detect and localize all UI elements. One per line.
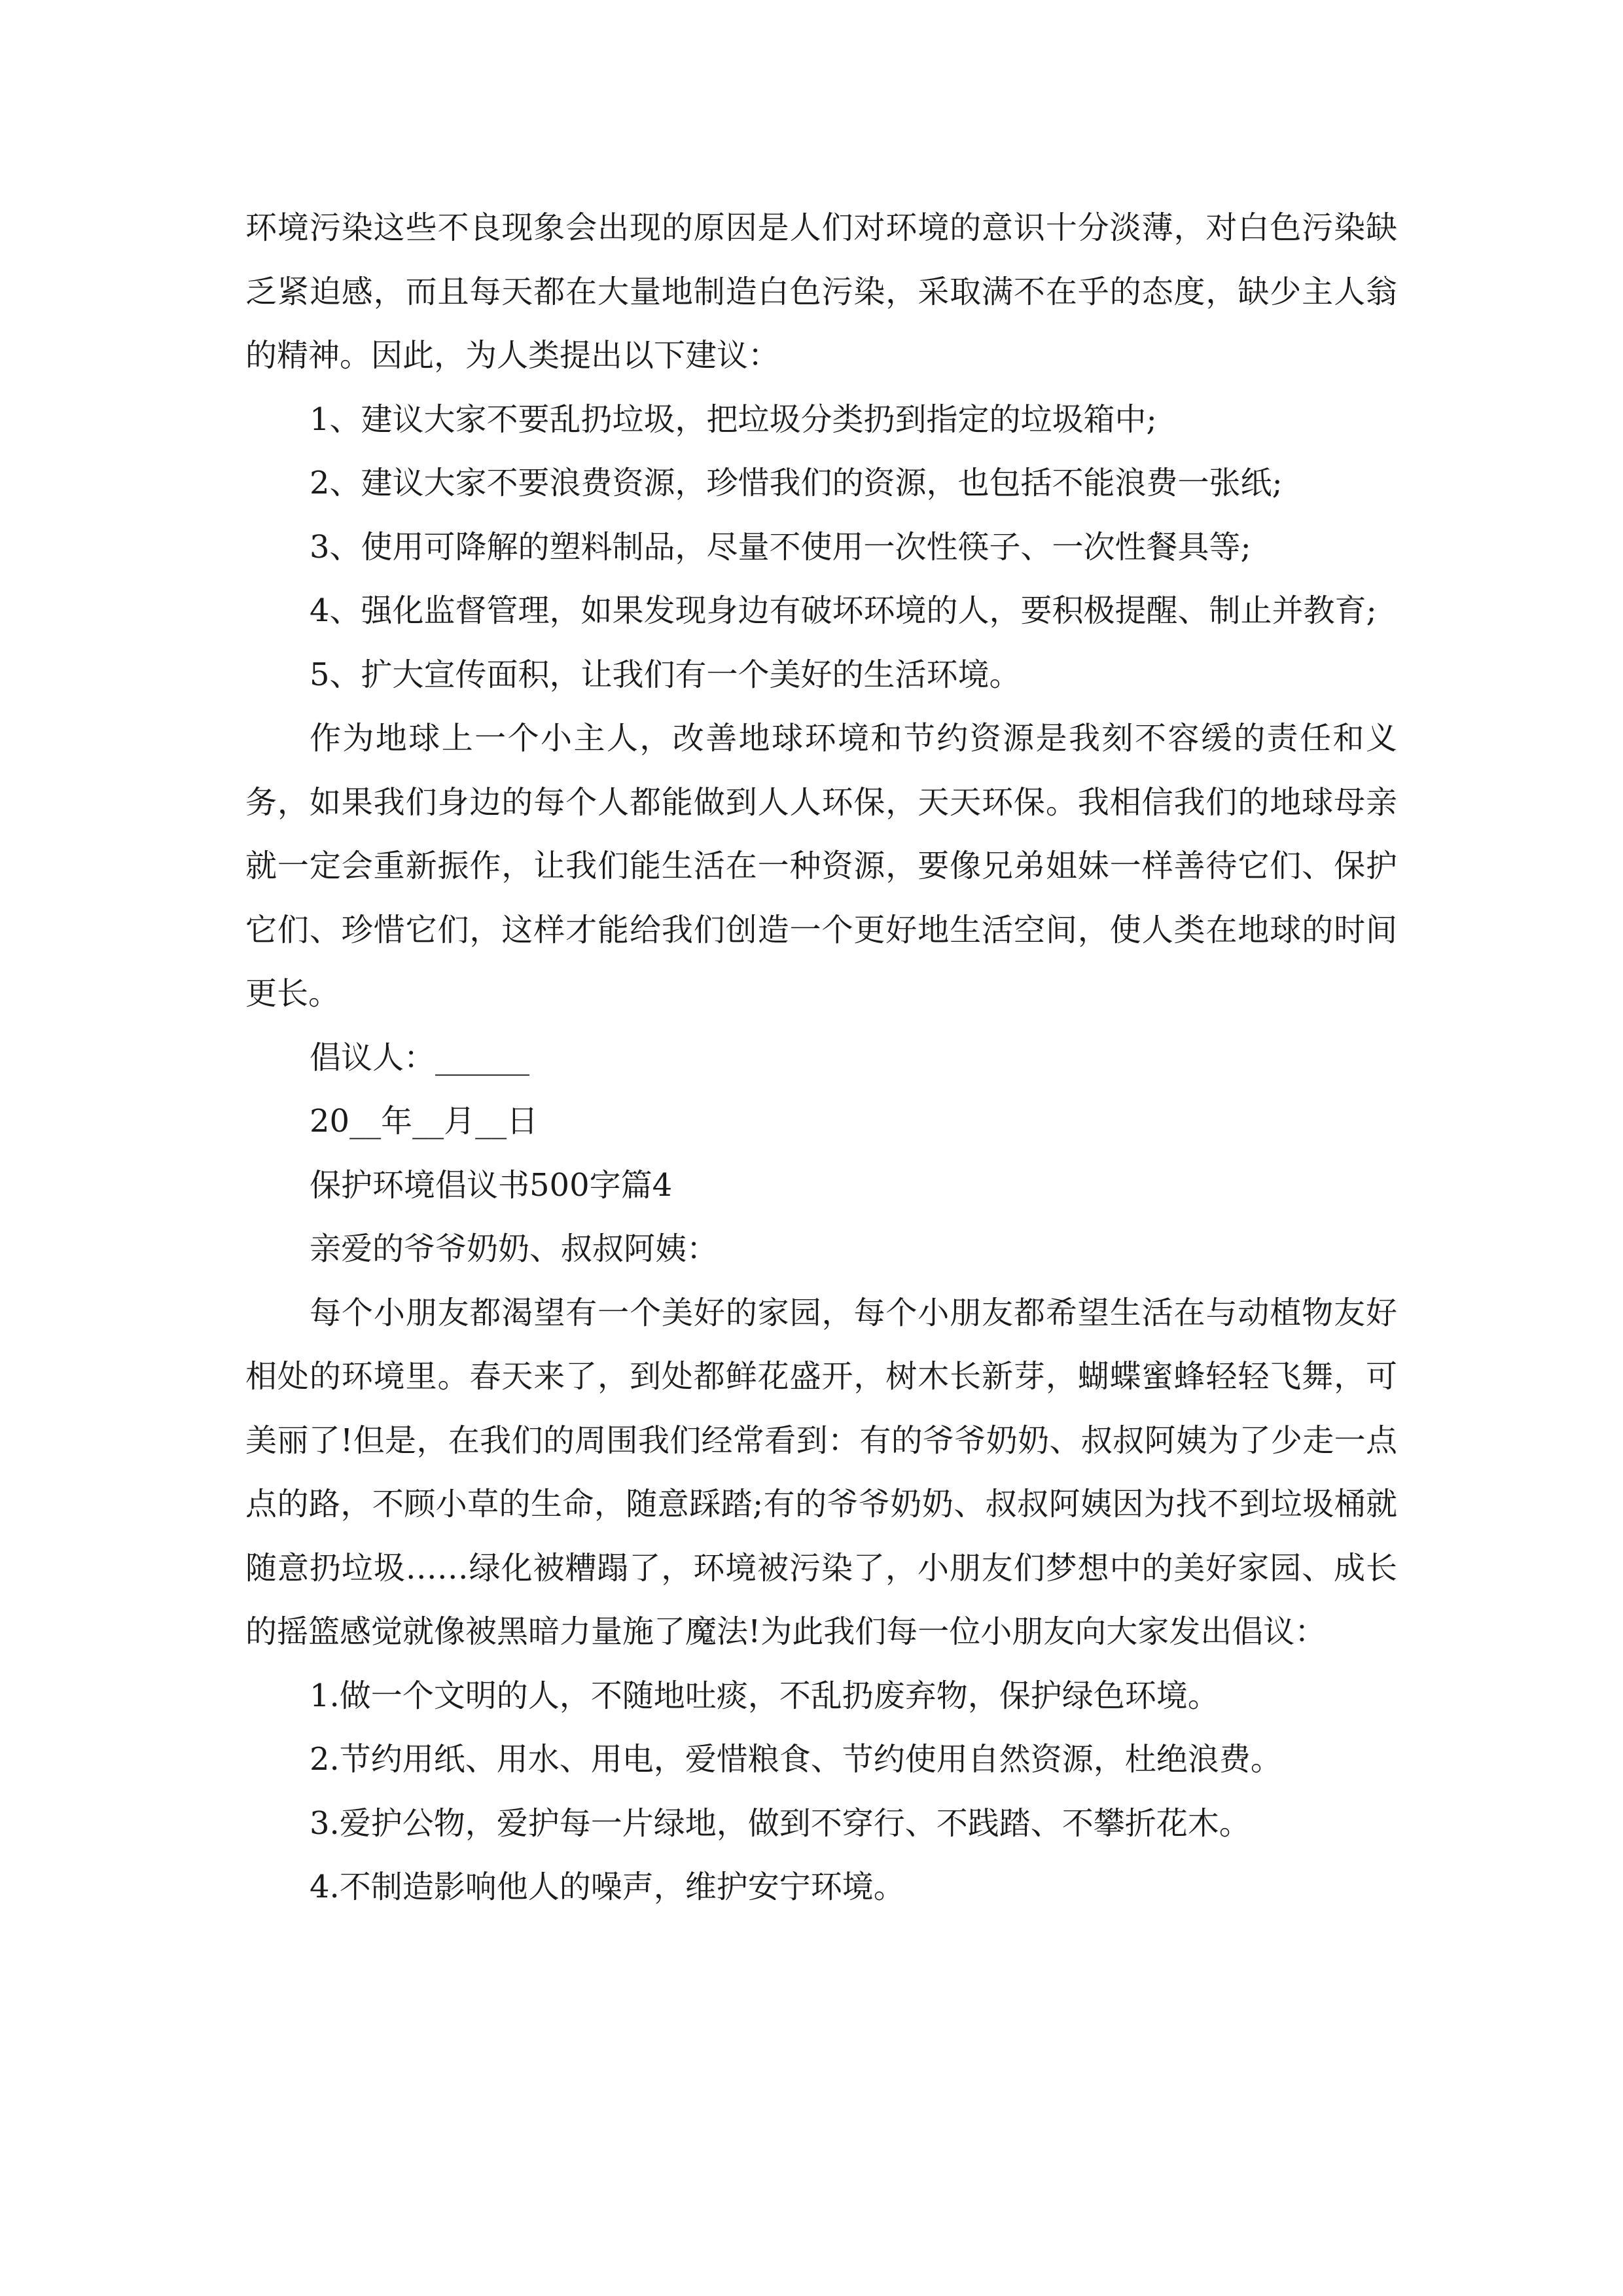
salutation: 亲爱的爷爷奶奶、叔叔阿姨：	[310, 1230, 719, 1267]
suggestion-item-4: 4、强化监督管理，如果发现身边有破坏环境的人，要积极提醒、制止并教育;	[310, 592, 1377, 629]
paragraph-intro: 环境污染这些不良现象会出现的原因是人们对环境的意识十分淡薄，对白色污染缺乏紧迫感，而且每天都在大量地制造白色污染，采取满不在乎的态度，缺少主人翁的精神。因此，为人类提出以下建议：	[245, 209, 1397, 374]
suggestion-item-2: 2、建议大家不要浪费资源，珍惜我们的资源，也包括不能浪费一张纸;	[310, 465, 1283, 501]
suggestion-item-5: 5、扩大宣传面积，让我们有一个美好的生活环境。	[310, 656, 1021, 693]
suggestion-item-3: 3、使用可降解的塑料制品，尽量不使用一次性筷子、一次性餐具等;	[310, 528, 1251, 565]
proposal-item-2: 2.节约用纸、用水、用电，爱惜粮食、节约使用自然资源，杜绝浪费。	[310, 1741, 1282, 1778]
section-title: 保护环境倡议书500字篇4	[310, 1166, 673, 1204]
paragraph-conclusion: 作为地球上一个小主人，改善地球环境和节约资源是我刻不容缓的责任和义务，如果我们身边的每个人都能做到人人环保，天天环保。我相信我们的地球母亲就一定会重新振作，让我们能生活在一种资源，要像兄弟姐妹一样善待它们、保护它们、珍惜它们，这样才能给我们创造一个更好地生活空间，使人类在地球的时间更长。	[245, 720, 1397, 1012]
document-body	[245, 196, 1397, 1920]
proposal-item-1: 1.做一个文明的人，不随地吐痰，不乱扔废弃物，保护绿色环境。	[310, 1677, 1219, 1714]
proposal-item-4: 4.不制造影响他人的噪声，维护安宁环境。	[310, 1869, 905, 1905]
signature-line: 倡议人：______	[310, 1039, 530, 1076]
paragraph-body: 每个小朋友都渴望有一个美好的家园，每个小朋友都希望生活在与动植物友好相处的环境里。春天来了，到处都鲜花盛开，树木长新芽，蝴蝶蜜蜂轻轻飞舞，可美丽了!但是，在我们的周围我们经常看到：有的爷爷奶奶、叔叔阿姨为了少走一点点的路，不顾小草的生命，随意踩踏;有的爷爷奶奶、叔叔阿姨因为找不到垃圾桶就随意扔垃圾……绿化被糟蹋了，环境被污染了，小朋友们梦想中的美好家园、成长的摇篮感觉就像被黑暗力量施了魔法!为此我们每一位小朋友向大家发出倡议：	[245, 1294, 1397, 1650]
suggestion-item-1: 1、建议大家不要乱扔垃圾，把垃圾分类扔到指定的垃圾箱中;	[310, 401, 1157, 438]
proposal-item-3: 3.爱护公物，爱护每一片绿地，做到不穿行、不践踏、不攀折花木。	[310, 1804, 1251, 1842]
date-line: 20__年__月__日	[310, 1103, 539, 1139]
